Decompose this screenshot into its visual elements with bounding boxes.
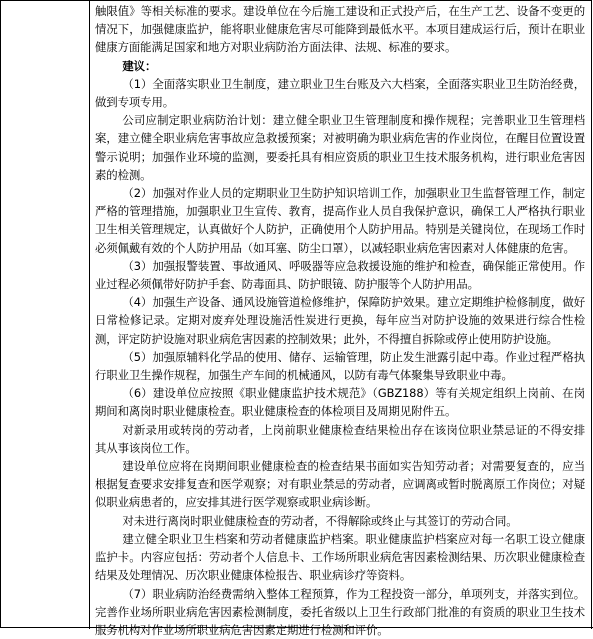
conclusion-cell: [95, 2, 585, 639]
suggestion-1: （1）全面落实职业卫生制度，建立职业卫生台账及六大档案，全面落实职业卫生防治经费，做到专项专用。: [95, 75, 585, 111]
suggestion-4: （4）加强生产设备、通风设施管道检修维护，保障防护效果。建立定期维护检修制度，做好日常检修记录。定期对废弃处理设施活性炭进行更换，每年应当对防护设施的效果进行综合性检测，评定防护设施对职业病危害因素的控制效果；此外，不得擅自拆除或停止使用防护设施。: [95, 293, 585, 348]
conclusion-paragraph: 触限值》等相关标准的要求。建设单位在今后施工建设和正式投产后，在生产工艺、设备不变更的情况下，加强健康监护，能将职业健康危害尽可能降到最低水平。本项目建成运行后，预计在职业健康方面能满足国家和地方对职业病防治方面法律、法规、标准的要求。: [95, 2, 585, 57]
suggestion-3: （3）加强报警装置、事故通风、呼吸器等应急救援设施的维护和检查，确保能正常使用。作业过程必须佩带好防护手套、防毒面具、防护眼镜、防护服等个人防护用品。: [95, 257, 585, 293]
health-records-paragraph: 建立健全职业卫生档案和劳动者健康监护档案。职业健康监护档案应对每一名职工设立健康监护卡。内容应包括：劳动者个人信息卡、工作场所职业病危害因素检测结果、历次职业健康检查结果及处理情况、历次职业健康体检报告、职业病诊疗等资料。: [95, 530, 585, 585]
on-duty-exam-paragraph: 建设单位应将在岗期间职业健康检查的检查结果书面如实告知劳动者；对需要复查的，应当根据复查要求安排复查和医学观察；对有职业禁忌的劳动者，应调离或暂时脱离原工作岗位；对疑似职业病患者的，应安排其进行医学观察或职业病诊断。: [95, 457, 585, 512]
suggestion-5: （5）加强原辅料化学品的使用、储存、运输管理，防止发生泄露引起中毒。作业过程严格执行职业卫生操作规程，加强生产车间的机械通风，以防有毒气体聚集导致职业中毒。: [95, 348, 585, 384]
exit-exam-paragraph: 对未进行离岗时职业健康检查的劳动者，不得解除或终止与其签订的劳动合同。: [95, 512, 585, 530]
table-right-border: [591, 0, 592, 629]
prevention-plan-paragraph: 公司应制定职业病防治计划：建立健全职业卫生管理制度和操作规程；完善职业卫生管理档案，建立健全职业病危害事故应急救援预案；对被明确为职业病危害的作业岗位，在醒目位置设置警示说明；加强作业环境的监测，要委托具有相应资质的职业卫生技术服务机构，进行职业危害因素的检测。: [95, 111, 585, 184]
suggestion-7: （7）职业病防治经费需纳入整体工程预算，作为工程投资一部分，单项列支，并落实到位。完善作业场所职业病危害因素检测制度，委托省级以上卫生行政部门批准的有资质的职业卫生技术服务机构对作业场所职业病危害因素定期进行检测和评价。: [95, 585, 585, 639]
suggestions-heading: 建议：: [95, 57, 585, 75]
pre-employment-exam-paragraph: 对新录用或转岗的劳动者，上岗前职业健康检查结果检出存在该岗位职业禁忌证的不得安排其从事该岗位工作。: [95, 421, 585, 457]
suggestion-2: （2）加强对作业人员的定期职业卫生防护知识培训工作，加强职业卫生监督管理工作，制定严格的管理措施，加强职业卫生宣传、教育，提高作业人员自我保护意识，确保工人严格执行职业卫生相关管理规定，认真做好个人防护，正确使用个人防护用品。特别是关键岗位，在现场工作时必须佩戴有效的个人防护用品（如耳塞、防尘口罩），以减轻职业病危害因素对人体健康的危害。: [95, 184, 585, 257]
column-divider: [89, 0, 90, 629]
suggestion-6: （6）建设单位应按照《职业健康监护技术规范》（GBZ188）等有关规定组织上岗前、在岗期间和离岗时职业健康检查。职业健康检查的体检项目及周期见附件五。: [95, 384, 585, 420]
